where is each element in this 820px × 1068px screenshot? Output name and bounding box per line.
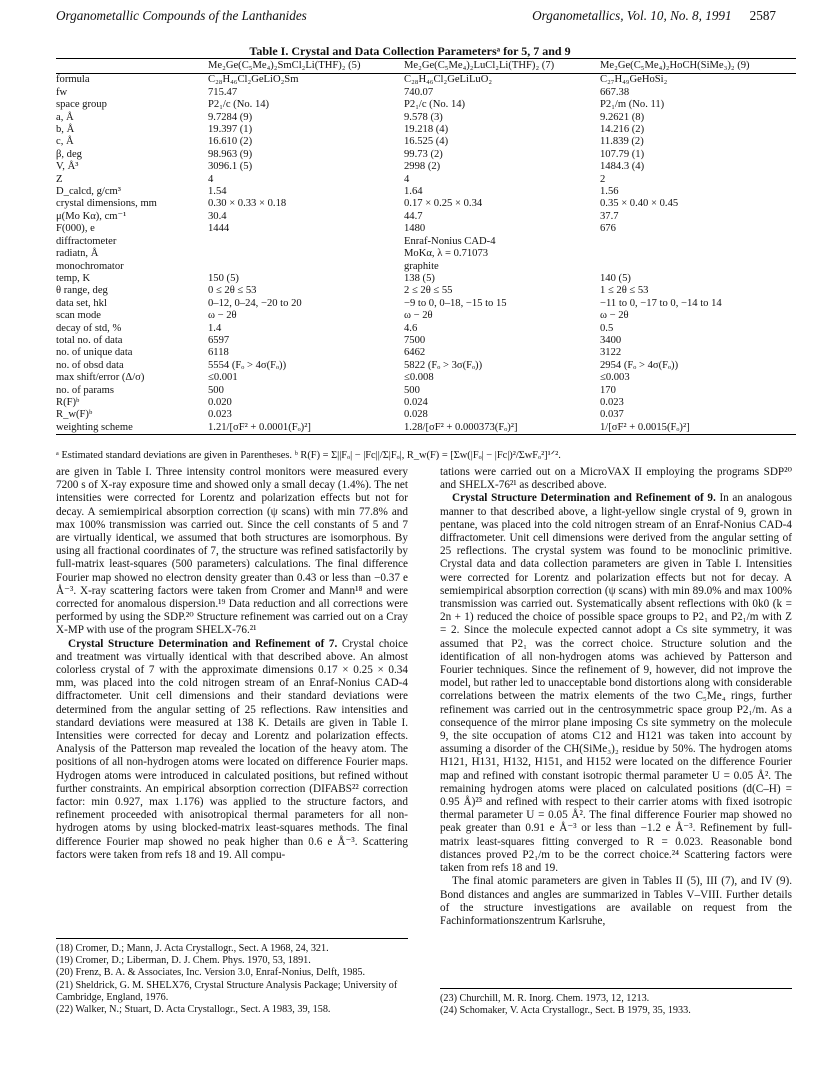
row-label-cell: no. of params <box>56 384 114 396</box>
table-cell: ω − 2θ <box>600 310 629 322</box>
table-cell: 1/[σF² + 0.0015(Fₒ)²] <box>600 421 690 433</box>
row-label-cell: b, Å <box>56 124 75 136</box>
body-paragraph: The final atomic parameters are given in Tables II (5), III (7), and IV (9). Bond distances and angles are summarized in Tables V–VIII. Further details of the structure investigations are available on request from the Fachinformationszentrum Karlsruhe, <box>440 875 792 927</box>
reference-item: (22) Walker, N.; Stuart, D. Acta Crystallogr., Sect. A 1983, 39, 158. <box>56 1004 331 1016</box>
table-footnote: ᵃ Estimated standard deviations are given in Parentheses. ᵇ R(F) = Σ||Fₒ| − |Fc||/Σ|Fₒ|, R_w(F) = [Σw(|Fₒ| − |Fc|)²/ΣwFₒ²]¹ᐟ². <box>56 450 561 461</box>
table-cell: ω − 2θ <box>208 310 237 322</box>
row-label-cell: Z <box>56 173 63 185</box>
table-cell: −9 to 0, 0–18, −15 to 15 <box>404 297 507 309</box>
journal-citation: Organometallics, Vol. 10, No. 8, 1991 <box>532 8 732 23</box>
table-cell: 150 (5) <box>208 272 239 284</box>
section-paragraph <box>440 492 792 875</box>
table-row <box>56 149 796 161</box>
table-row <box>56 99 796 111</box>
table-cell: P2₁/c (No. 14) <box>404 99 466 111</box>
row-label-cell: crystal dimensions, mm <box>56 198 157 210</box>
table-row <box>56 112 796 124</box>
table-cell: 5554 (Fₒ > 4σ(Fₒ)) <box>208 359 287 371</box>
row-label-cell: D_calcd, g/cm³ <box>56 186 121 198</box>
table-body <box>56 74 796 435</box>
table-cell: 0.5 <box>600 322 614 334</box>
table-cell: 715.47 <box>208 86 238 98</box>
table-header-cell: Me₂Ge(C₅Me₄)₂HoCH(SiMe₃)₂ (9) <box>600 60 750 71</box>
table-cell: 740.07 <box>404 86 434 98</box>
table-cell: 14.216 (2) <box>600 124 645 136</box>
table-cell: ≤0.003 <box>600 372 630 384</box>
table-row <box>56 236 796 248</box>
table-row <box>56 223 796 235</box>
table-cell: 9.578 (3) <box>404 111 443 123</box>
table-cell: 0.020 <box>208 396 232 408</box>
table-row <box>56 385 796 397</box>
table-cell: 1.28/[σF² + 0.000373(Fₒ)²] <box>404 421 518 433</box>
table-cell: 6462 <box>404 347 426 359</box>
reference-item: (24) Schomaker, V. Acta Crystallogr., Sect. B 1979, 35, 1933. <box>440 1005 691 1017</box>
row-label-cell: data set, hkl <box>56 297 107 309</box>
table-cell <box>600 248 796 260</box>
table-row <box>56 261 796 273</box>
row-label-cell: max shift/error (Δ/σ) <box>56 372 145 384</box>
table-row <box>56 74 796 87</box>
table-cell: 6597 <box>208 334 230 346</box>
table-cell: 98.963 (9) <box>208 148 253 160</box>
table-row <box>56 248 796 260</box>
table-cell: 30.4 <box>208 210 227 222</box>
table-cell: 1 ≤ 2θ ≤ 53 <box>600 285 649 297</box>
body-paragraph: are given in Table I. Three intensity control monitors were measured every 7200 s of X-ray exposure time and showed only a small decay (1.4%). The net intensities were corrected for Lorentz and polarization effects but not for decay. A semiempirical absorption correction (ψ scans) with min 77.8% and max 100% transmission was carried out. Since the cell constants of 5 and 7 are virtually identical, we assumed that both structures are isomorphous. By using all fractional coordinates of 7, the structure was refined satisfactorily by full-matrix least-squares (500 parameters) calculations. The final difference Fourier map showed no electron density greater than 0.43 or less than −0.37 e Å⁻³. X-ray scattering factors were taken from Cromer and Mann¹⁸ and were corrected for anomalous dispersion.¹⁹ Data reduction and all corrections were performed by using the SDP.²⁰ Structure refinement was carried out on a Cray X-MP with use of the program SHELX-76.²¹ <box>56 466 408 637</box>
row-label-cell: diffractometer <box>56 235 117 247</box>
table-cell: 500 <box>404 384 420 396</box>
table-cell: 2 <box>600 173 606 185</box>
table-cell: 1.21/[σF² + 0.0001(Fₒ)²] <box>208 421 311 433</box>
table-cell: 2 ≤ 2θ ≤ 55 <box>404 285 453 297</box>
row-label-cell: scan mode <box>56 310 102 322</box>
table-row <box>56 161 796 173</box>
table-cell: 0.30 × 0.33 × 0.18 <box>208 198 287 210</box>
section-title: Crystal Structure Determination and Refinement of 9. <box>452 492 716 505</box>
table-cell: 138 (5) <box>404 272 435 284</box>
table-cell: 44.7 <box>404 210 423 222</box>
table-cell: 0.024 <box>404 396 428 408</box>
table-row <box>56 335 796 347</box>
reference-item: (23) Churchill, M. R. Inorg. Chem. 1973, 12, 1213. <box>440 993 650 1004</box>
table-cell: graphite <box>404 260 439 272</box>
table-cell: 676 <box>600 223 616 235</box>
table-cell: C₂₈H₄₆Cl₂GeLiO₂Sm <box>208 74 299 86</box>
table-row <box>56 174 796 186</box>
table-cell: 0.023 <box>208 409 232 421</box>
table-header-cell: Me₂Ge(C₅Me₄)₂SmCl₂Li(THF)₂ (5) <box>208 60 361 71</box>
table-row <box>56 409 796 421</box>
table-cell <box>600 261 796 273</box>
table-cell: 1.54 <box>208 186 227 198</box>
references-left <box>56 938 408 1016</box>
table-row <box>56 124 796 136</box>
table-cell: 11.839 (2) <box>600 136 644 148</box>
table-cell: 2954 (Fₒ > 4σ(Fₒ)) <box>600 359 679 371</box>
row-label-cell: formula <box>56 74 90 86</box>
table-cell: Enraf-Nonius CAD-4 <box>404 235 496 247</box>
table-cell: 2998 (2) <box>404 161 441 173</box>
table-row <box>56 273 796 285</box>
table-row <box>56 298 796 310</box>
table-cell: 19.218 (4) <box>404 124 449 136</box>
reference-item: (21) Sheldrick, G. M. SHELX76, Crystal Structure Analysis Package; University of Cambridge, England, 1976. <box>56 979 398 1003</box>
table-cell: 0.023 <box>600 396 624 408</box>
row-label-cell: radiatn, Å <box>56 248 99 260</box>
table-cell: 3096.1 (5) <box>208 161 253 173</box>
row-label-cell: V, Å³ <box>56 161 79 173</box>
body-text: Crystal choice and treatment was virtually identical with that described above. An almost colorless crystal of 7 with the approximate dimensions 0.17 × 0.25 × 0.34 mm, was placed into the cold nitrogen stream of an Enraf-Nonius CAD-4 diffractometer. Unit cell dimensions and their standard deviations were determined from the angular setting of 25 reflections. Raw intensities and standard deviations were measured at 138 K. Details are given in Table I. Intensities were corrected for decay and Lorentz and polarization effects. Analysis of the Patterson map revealed the location of the heavy atom. The positions of all non-hydrogen atoms were located on difference Fourier maps. Hydrogen atoms were introduced in calculated positions, but refined without further constraints. An empirical absorption correction (DIFABS²² correction factor: min 0.927, max 1.176) was applied to the structure factors, and refinement proceeded with anisotropical thermal parameters for all non-hydrogen atoms by using blocked-matrix least-squares methods. The final difference Fourier map showed no peak higher than 0.6 e Å⁻³. Scattering factors were taken from refs 18 and 19. All compu- <box>56 637 409 861</box>
table-header-row <box>56 59 796 74</box>
row-label-cell: total no. of data <box>56 334 123 346</box>
table-row <box>56 347 796 359</box>
table-cell: 3400 <box>600 334 622 346</box>
table-cell <box>208 261 404 273</box>
table-cell: 0.17 × 0.25 × 0.34 <box>404 198 483 210</box>
table-cell: 19.397 (1) <box>208 124 253 136</box>
table-cell: 16.525 (4) <box>404 136 449 148</box>
row-label-cell: monochromator <box>56 260 124 272</box>
table-cell: 99.73 (2) <box>404 148 443 160</box>
row-label-cell: no. of unique data <box>56 347 133 359</box>
row-label-cell: weighting scheme <box>56 421 133 433</box>
right-column <box>440 466 792 928</box>
row-label-cell: β, deg <box>56 148 82 160</box>
table-header-cell <box>56 59 208 74</box>
section-title: Crystal Structure Determination and Refinement of 7. <box>68 637 338 650</box>
table-row <box>56 136 796 148</box>
references-right <box>440 988 792 1017</box>
table-cell: 1.56 <box>600 186 619 198</box>
table-cell: 140 (5) <box>600 272 631 284</box>
table-cell: 500 <box>208 384 224 396</box>
reference-item: (18) Cromer, D.; Mann, J. Acta Crystallogr., Sect. A 1968, 24, 321. <box>56 943 329 954</box>
table-cell: 0 ≤ 2θ ≤ 53 <box>208 285 257 297</box>
table-cell: ≤0.001 <box>208 372 238 384</box>
row-label-cell: space group <box>56 99 107 111</box>
table-cell: 0–12, 0–24, −20 to 20 <box>208 297 302 309</box>
table-cell: P2₁/m (No. 11) <box>600 99 665 111</box>
table-cell: 9.2621 (8) <box>600 111 645 123</box>
table-cell: 0.35 × 0.40 × 0.45 <box>600 198 679 210</box>
table-cell <box>600 236 796 248</box>
table-cell: 1.64 <box>404 186 423 198</box>
row-label-cell: fw <box>56 86 68 98</box>
table-container <box>56 58 796 435</box>
table-row <box>56 198 796 210</box>
table-row <box>56 310 796 322</box>
running-head <box>56 8 776 28</box>
table-row <box>56 422 796 435</box>
table-cell: 4.6 <box>404 322 418 334</box>
row-label-cell: no. of obsd data <box>56 359 124 371</box>
left-column <box>56 466 408 862</box>
table-cell: C₂₈H₄₆Cl₂GeLiLuO₂ <box>404 74 493 86</box>
table-cell: 1444 <box>208 223 230 235</box>
table-cell: 5822 (Fₒ > 3σ(Fₒ)) <box>404 359 483 371</box>
body-paragraph: tations were carried out on a MicroVAX II employing the programs SDP²⁰ and SHELX-76²¹ as described above. <box>440 466 792 492</box>
table-cell: MoKα, λ = 0.71073 <box>404 248 489 260</box>
table-cell: 107.79 (1) <box>600 148 645 160</box>
running-head-journal <box>532 8 776 24</box>
row-label-cell: μ(Mo Kα), cm⁻¹ <box>56 210 127 222</box>
table-row <box>56 285 796 297</box>
table-cell: 7500 <box>404 334 426 346</box>
table-cell: 16.610 (2) <box>208 136 253 148</box>
table-cell: −11 to 0, −17 to 0, −14 to 14 <box>600 297 722 309</box>
table-row <box>56 87 796 99</box>
reference-item: (20) Frenz, B. A. & Associates, Inc. Version 3.0, Enraf-Nonius, Delft, 1985. <box>56 967 366 979</box>
table-row <box>56 397 796 409</box>
table-row <box>56 360 796 372</box>
table-cell: 0.028 <box>404 409 428 421</box>
table-row <box>56 186 796 198</box>
crystal-data-table <box>56 58 796 435</box>
table-header-cell: Me₂Ge(C₅Me₄)₂LuCl₂Li(THF)₂ (7) <box>404 60 555 71</box>
table-cell: 1484.3 (4) <box>600 161 645 173</box>
table-cell: 1.4 <box>208 322 222 334</box>
row-label-cell: R(F)ᵇ <box>56 396 80 408</box>
table-cell: 6118 <box>208 347 229 359</box>
table-cell: 4 <box>208 173 214 185</box>
row-label-cell: a, Å <box>56 111 74 123</box>
table-cell: 9.7284 (9) <box>208 111 253 123</box>
running-head-title: Organometallic Compounds of the Lanthanides <box>56 8 307 23</box>
table-cell <box>208 236 404 248</box>
reference-item: (19) Cromer, D.; Liberman, D. J. Chem. Phys. 1970, 53, 1891. <box>56 955 311 967</box>
row-label-cell: R_w(F)ᵇ <box>56 409 93 421</box>
section-paragraph <box>56 638 408 862</box>
table-cell: ≤0.008 <box>404 372 434 384</box>
row-label-cell: c, Å <box>56 136 74 148</box>
table-cell: 1480 <box>404 223 426 235</box>
table-caption: Table I. Crystal and Data Collection Parametersᵃ for 5, 7 and 9 <box>249 44 571 58</box>
table-cell: ω − 2θ <box>404 310 433 322</box>
table-cell: C₂₇H₄₉GeHoSi₂ <box>600 74 668 86</box>
row-label-cell: F(000), e <box>56 223 95 235</box>
table-row <box>56 211 796 223</box>
row-label-cell: temp, K <box>56 272 91 284</box>
row-label-cell: decay of std, % <box>56 322 122 334</box>
table-cell: 667.38 <box>600 86 630 98</box>
table-cell: 0.037 <box>600 409 624 421</box>
table-row <box>56 372 796 384</box>
table-cell: 170 <box>600 384 616 396</box>
table-cell: P2₁/c (No. 14) <box>208 99 270 111</box>
page-number: 2587 <box>749 8 776 23</box>
table-cell <box>208 248 404 260</box>
table-row <box>56 323 796 335</box>
table-cell: 37.7 <box>600 210 619 222</box>
table-cell: 4 <box>404 173 410 185</box>
row-label-cell: θ range, deg <box>56 285 108 297</box>
table-cell: 3122 <box>600 347 622 359</box>
body-text: In an analogous manner to that described above, a light-yellow single crystal of 9, grown in pentane, was placed into the cold nitrogen stream of an Enraf-Nonius CAD-4 diffractometer. Unit cell dimensions were derived from the angular setting of 25 reflections. The crystal system was found to be monoclinic primitive. Crystal data and data collection parameters are given in Table I. Intensities were corrected for Lorentz and polarization effects but not for decay. A semiempirical absorption correction (ψ scans) with min 89.0% and max 100% transmission was carried out. Systematically absent reflections with 0k0 (k = 2n + 1) reduced the choice of possible space groups to P2₁ and P2₁/m with Z = 2. Since the molecule expected cannot adopt a Cs site symmetry, it was assumed that P2₁ was the correct choice. Structure solution and the identification of all non-hydrogen atoms was achieved by Patterson and Fourier techniques. Since the refinement of 9, however, did not improve the model, but rather led to unacceptable bond distortions along with considerable correlations between the matrix elements of the two C₅Me₄ rings, further refinement was carried out in the centrosymmetric space group P2₁/m. As a consequence of the mirror plane imposing Cs site symmetry on the molecule 9, the site occupation of atoms C12 and H121 was taken into account by assuming a disorder of the CH(SiMe₃)₂ residue by 50%. The hydrogen atoms H121, H131, H132, H151, and H152 were located on the difference Fourier map and refined with constant isotropic thermal parameter U = 0.05 Å². The remaining hydrogen atoms were placed on calculated positions (d(C–H) = 0.95 Å)²³ and refined with respect to their carrier atoms with fixed isotropic thermal parameter U = 0.05 Å². The final difference Fourier map showed no peak greater than 0.91 e Å⁻³ or less than −1.2 e Å⁻³. Refinement by full-matrix least-squares fitting converged to R = 0.023. Reasonable bond distances proved P2₁/m to be the correct choice.²⁴ Scattering factors were taken from refs 18 and 19. <box>440 492 792 875</box>
